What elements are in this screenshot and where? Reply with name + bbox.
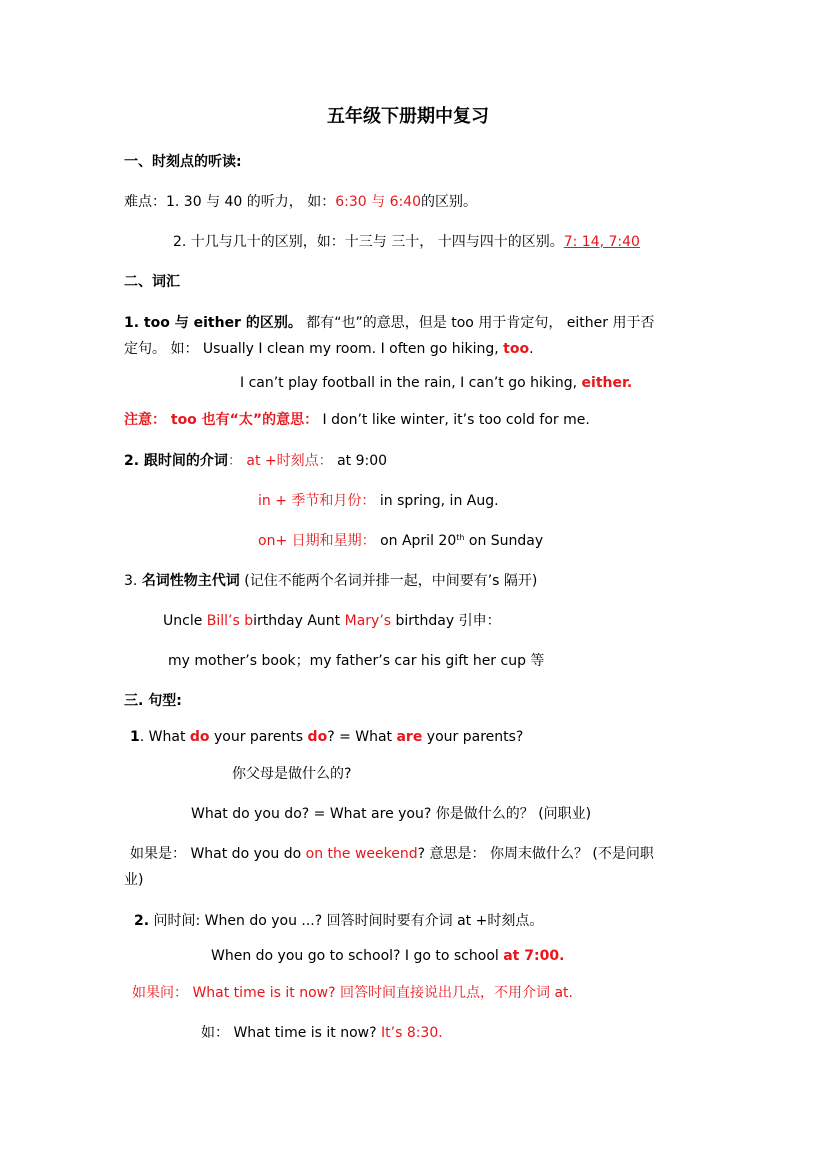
s1-l1-suffix: 的区别。: [421, 194, 478, 210]
s3-q1-if: [130, 844, 654, 864]
s1-l1-prefix: 难点：1. 30 与 40 的听力， 如：: [124, 194, 336, 210]
s3-q1-cn: 你父母是做什么的?: [232, 766, 352, 782]
s2-p2-bold: 2. 跟时间的介词: [124, 453, 228, 469]
s3-q1-if-cont: 业): [124, 872, 144, 888]
s3-q1-line-3: What do you do? = What are you? 你是做什么的？ (问职业): [191, 806, 592, 822]
s2-p2-ex3-sup: th: [456, 533, 465, 542]
s3-q1-do: do: [189, 729, 210, 745]
s1-line-2: [173, 232, 640, 252]
s2-p3-num: 3.: [124, 573, 142, 589]
s3-q2-text: 问时间: When do you ...? 回答时间时要有介词 at +时刻点。: [149, 913, 544, 929]
s1-l2-example: 7: 14, 7:40: [563, 234, 640, 250]
s2-p3-line-2: [163, 611, 501, 631]
s3-q2-if: 如果问： What time is it now? 回答时间直接说出几点，不用介词 at.: [132, 985, 573, 1001]
s1-l2-text: 2. 十几与几十的区别，如：十三与 三十， 十四与四十的区别。: [173, 234, 564, 250]
s1-line-1: [124, 192, 477, 212]
s2-p3-bold: 名词性物主代词: [141, 573, 240, 589]
page-title: 五年级下册期中复习: [327, 106, 489, 127]
s2-p3-text: (记住不能两个名词并排一起，中间要有’s 隔开): [239, 573, 538, 589]
s2-p2-ex3-a: on April 20: [375, 533, 457, 549]
s2-note-label: 注意： too 也有“太”的意思：: [124, 412, 319, 428]
s2-p1-too: too: [503, 341, 530, 357]
s2-p1-either: either.: [581, 375, 633, 391]
s3-q1-c: ? = What: [327, 729, 397, 745]
s2-p1-bold: 1. too 与 either 的区别。: [124, 315, 302, 331]
s2-p2-ex3-b: on Sunday: [464, 533, 544, 549]
s2-p1-cont: 定句。 如： Usually I clean my room. I often go hiking,: [124, 341, 504, 357]
s3-q2-num: 2.: [134, 913, 150, 929]
s3-q2-eg-red: It’s 8:30.: [381, 1025, 443, 1041]
s3-q2-eg: [201, 1023, 443, 1043]
s3-q1-are: are: [396, 729, 423, 745]
s3-q1-b: your parents: [209, 729, 308, 745]
s2-p2-ex1: at 9:00: [332, 453, 388, 469]
s2-p2-ex2: in spring, in Aug.: [375, 493, 499, 509]
s2-p3-ex1-red: Bill’s b: [206, 613, 254, 629]
s3-q1-line-1: [130, 727, 523, 747]
s2-p1-dot: .: [529, 341, 534, 357]
section-1-heading: 一、时刻点的听读:: [124, 154, 242, 170]
s2-p1-text: 都有“也”的意思，但是 too 用于肯定句， either 用于否: [301, 315, 655, 331]
s3-q1-if-a: 如果是： What do you do: [130, 846, 306, 862]
s2-note: [124, 410, 590, 430]
section-2-heading: 二、词汇: [124, 274, 180, 290]
s3-q2-example: [211, 946, 564, 966]
section-3-heading: 三. 句型:: [124, 693, 182, 709]
s3-q2-ex-red: at 7:00.: [503, 948, 565, 964]
s3-q1-num: 1: [130, 729, 140, 745]
s2-p3-line-1: [124, 571, 537, 591]
s2-p2-line-1: [124, 451, 387, 471]
s3-q2-eg-a: 如： What time is it now?: [201, 1025, 381, 1041]
s2-p3-ex1-a: Uncle: [163, 613, 207, 629]
s2-p2-line-3: [258, 531, 543, 551]
s2-p1-line-2: [124, 339, 534, 359]
s3-q1-a: . What: [139, 729, 190, 745]
s2-p3-line-3: my mother’s book；my father’s car his gift her cup 等: [168, 653, 545, 669]
s3-q1-if-b: ? 意思是： 你周末做什么？ (不是问职: [417, 846, 654, 862]
s2-note-text: I don’t like winter, it’s too cold for me.: [318, 412, 590, 428]
s3-q1-if-red: on the weekend: [305, 846, 418, 862]
s2-p1-line-1: [124, 313, 654, 333]
s2-p3-ex1-c: birthday 引申：: [391, 613, 501, 629]
s3-q2-line-1: [134, 911, 543, 931]
s2-p2-rule1: ： at +时刻点：: [227, 453, 333, 469]
s2-p3-ex1-red2: Mary’s: [344, 613, 392, 629]
s2-p3-ex1-b: irthday Aunt: [253, 613, 345, 629]
s2-p2-line-2: [258, 491, 499, 511]
s2-p2-rule3: on+ 日期和星期：: [258, 533, 376, 549]
s3-q1-d: your parents?: [422, 729, 524, 745]
s1-l1-example: 6:30 与 6:40: [335, 194, 422, 210]
s3-q2-ex-a: When do you go to school? I go to school: [211, 948, 504, 964]
s2-p1-line-3: [240, 373, 632, 393]
s2-p1-sent2: I can’t play football in the rain, I can’t go hiking,: [240, 375, 582, 391]
s3-q1-do2: do: [307, 729, 328, 745]
s2-p2-rule2: in + 季节和月份：: [258, 493, 376, 509]
